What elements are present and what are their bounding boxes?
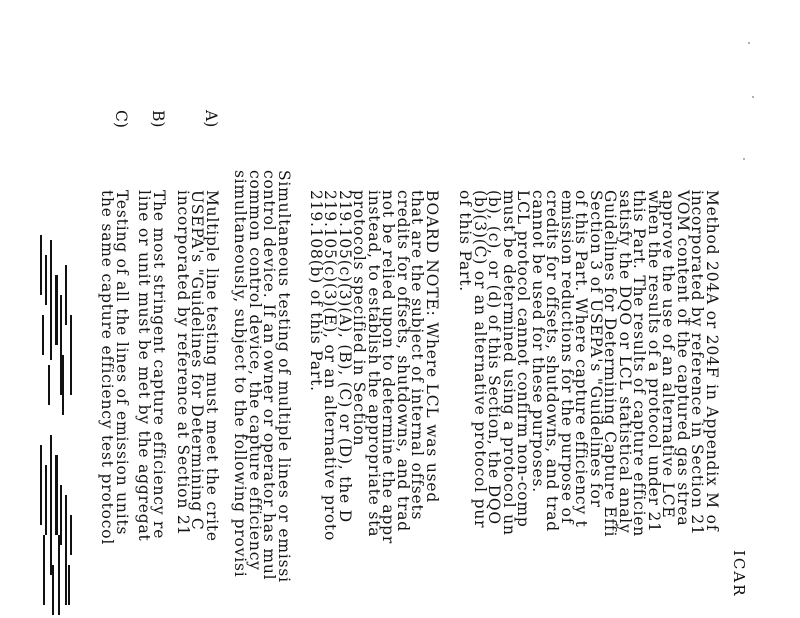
text-line: simultaneously, subject to the following provisi xyxy=(231,170,250,578)
text-line: satisfy the DQO or LCL statistical analy xyxy=(616,190,634,534)
item-label: A) xyxy=(202,110,220,128)
text-line: Section 3 of USEPA's "Guidelines for xyxy=(587,190,605,508)
text-line: incorporated by reference in Section 21 xyxy=(688,190,707,536)
text-line: common control device, the capture efficiency xyxy=(246,170,264,571)
text-line: 219.105(c)(3)(E), or an alternative proto xyxy=(321,190,340,542)
text-line: (b)(3)(C) or an alternative protocol pur xyxy=(471,190,489,529)
text-line: line or unit must be met by the aggregat xyxy=(135,190,154,542)
text-line: 219.108(b) of this Part. xyxy=(307,190,325,392)
text-line: VOM content of the captured gas strea xyxy=(674,190,692,527)
speck xyxy=(752,96,754,98)
text-line: USEPA's "Guidelines for Determining C xyxy=(188,190,207,531)
text-line: 219.105(c)(3)(A), (B), (C) or (D), the D xyxy=(336,190,354,523)
text-line: Simultaneous testing of multiple lines or emissi xyxy=(275,170,293,583)
text-line: credits for offsets, shutdowns, and trad xyxy=(543,190,562,532)
speck xyxy=(748,42,750,44)
text-line: credits for offsets, shutdowns, and trad xyxy=(394,190,412,532)
text-line: approve the use of an alternative LCE xyxy=(659,190,678,519)
speck xyxy=(743,158,745,160)
text-line: of this Part. Where capture efficiency t xyxy=(572,190,591,528)
text-line: (b), (c), or (d) of this Section, the DQO xyxy=(485,190,504,525)
text-line: Method 204A or 204F in Appendix M of xyxy=(703,190,721,532)
text-line: The most stringent capture efficiency re xyxy=(150,190,168,540)
text-line: control device. If an owner or operator has mul xyxy=(260,170,279,581)
text-line: of this Part. xyxy=(456,190,475,292)
text-line: Testing of all the lines of emission units xyxy=(113,190,131,536)
text-line: Multiple line testing must meet the crite xyxy=(203,190,221,542)
text-line: BOARD NOTE: Where LCL was used xyxy=(423,190,441,504)
item-label: B) xyxy=(149,110,167,128)
item-label: C) xyxy=(112,110,130,128)
text-line: Guidelines for Determining Capture Effi xyxy=(601,190,620,538)
text-line: that are the subject of internal offsets xyxy=(408,190,427,521)
text-line: LCL protocol cannot confirm non-comp xyxy=(514,190,533,528)
text-line: protocols specified in Section xyxy=(350,190,369,447)
text-line: incorporated by reference at Section 21 xyxy=(174,190,192,537)
text-line: emission reductions for the purpose of xyxy=(558,190,576,525)
text-line: instead, to establish the appropriate sta xyxy=(365,190,383,538)
page-header: ICAR xyxy=(730,550,748,598)
text-line: cannot be used for these purposes. xyxy=(529,190,547,493)
text-line: this Part. The results of capture efficien xyxy=(630,190,649,538)
text-line: not be relied upon to determine the appr xyxy=(379,190,398,545)
text-line: must be determined using a protocol un xyxy=(500,190,518,536)
text-line: when the results of a protocol under 21 xyxy=(645,190,663,533)
text-line: the same capture efficiency test protocol xyxy=(98,190,117,546)
barcode-image xyxy=(40,235,76,615)
